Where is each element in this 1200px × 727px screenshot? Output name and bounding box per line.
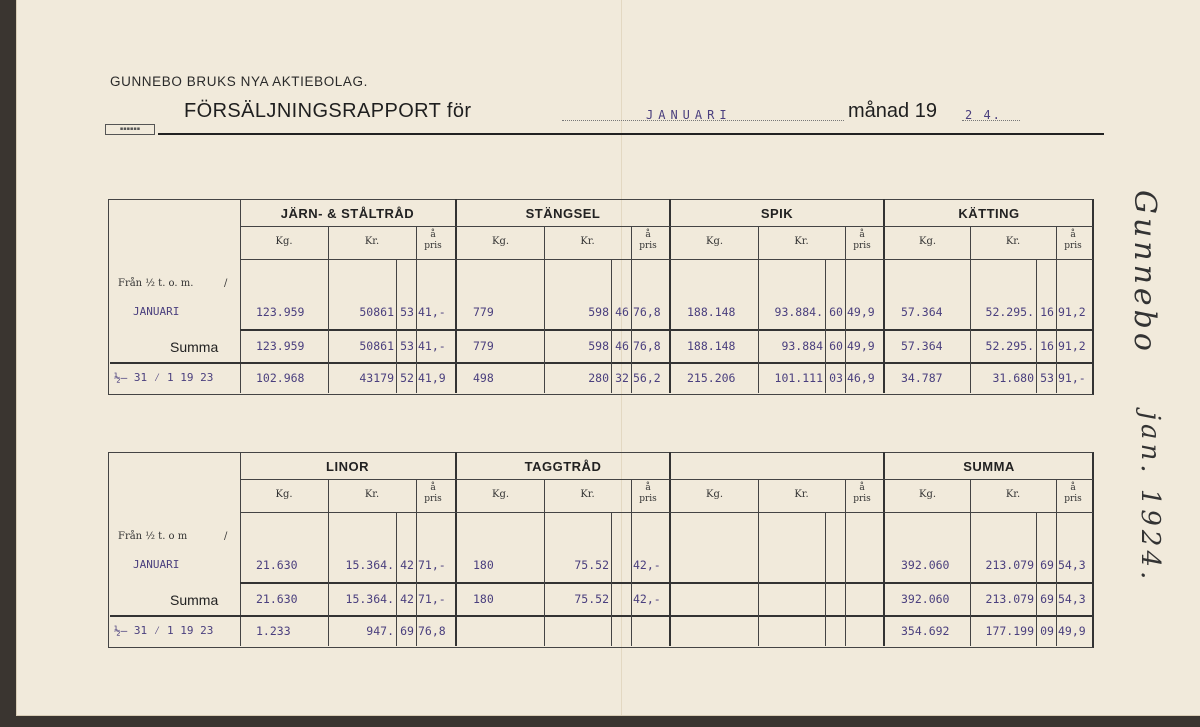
cell-pris: 41,9: [418, 371, 446, 385]
pris-header: pris: [1064, 241, 1082, 251]
cell-kr: 598: [588, 339, 609, 353]
kg-header: Kg.: [918, 489, 937, 500]
handwritten-underline: [1121, 376, 1123, 377]
cell-ore: 53: [400, 305, 414, 319]
from-label: Från ½ t. o m: [118, 531, 188, 542]
cell-kr: 52.295.: [985, 305, 1034, 319]
company-name: GUNNEBO BRUKS NYA AKTIEBOLAG.: [110, 74, 368, 89]
summa-bottom-rule: [110, 362, 1093, 364]
cell-kg: 21.630: [256, 558, 298, 572]
kr-column-divider: [544, 479, 545, 646]
summa-top-rule: [240, 582, 1093, 584]
summa-top-rule: [240, 329, 1093, 331]
kr-column-divider: [970, 226, 971, 393]
kr-column-divider: [758, 226, 759, 393]
ore-column-divider: [396, 512, 397, 646]
pris-header: pris: [853, 494, 871, 504]
cell-kr: 43179: [359, 371, 394, 385]
group-title: KÄTTING: [958, 206, 1020, 221]
cell-pris: 41,-: [418, 305, 446, 319]
ore-column-divider: [396, 259, 397, 393]
pris-header: pris: [639, 494, 657, 504]
group-header-rule: [240, 226, 1093, 227]
a-header: å: [1070, 230, 1076, 240]
summa-bottom-rule: [110, 615, 1093, 617]
cell-kr: 93.884.: [774, 305, 823, 319]
cell-ore: 42: [400, 558, 414, 572]
ore-column-divider: [825, 512, 826, 646]
pris-column-divider: [416, 226, 417, 393]
cell-pris: 49,9: [1058, 624, 1086, 638]
cell-kg: 102.968: [256, 371, 305, 385]
kr-header: Kr.: [1005, 236, 1021, 247]
kr-column-divider: [970, 479, 971, 646]
a-header: å: [859, 230, 865, 240]
cell-kr: 75.52: [574, 558, 609, 572]
row-label-januari: JANUARI: [133, 558, 180, 571]
kg-header: Kg.: [275, 236, 293, 247]
cell-pris: 49,9: [847, 339, 875, 353]
ore-column-divider: [611, 259, 612, 393]
kg-header: Kg.: [705, 236, 724, 247]
cell-ore: 46: [615, 339, 629, 353]
row-label-januari: JANUARI: [133, 305, 180, 318]
kg-header: Kg.: [705, 489, 724, 500]
cell-kg: 180: [473, 592, 494, 606]
a-header: å: [645, 230, 651, 240]
kr-column-divider: [758, 479, 759, 646]
cell-ore: 03: [829, 371, 843, 385]
cell-pris: 76,8: [633, 339, 661, 353]
kr-header: Kr.: [580, 489, 595, 500]
group-title: STÄNGSEL: [525, 206, 601, 221]
cell-pris: 91,2: [1058, 339, 1086, 353]
subheader-rule: [240, 259, 1093, 260]
cell-kr: 177.199: [985, 624, 1034, 638]
cell-pris: 91,-: [1058, 371, 1086, 385]
kr-header: Kr.: [1005, 489, 1021, 500]
pris-header: pris: [639, 241, 657, 251]
pris-header: pris: [853, 241, 871, 251]
cell-ore: 53: [1040, 371, 1054, 385]
pris-header: pris: [424, 241, 442, 251]
a-header: å: [430, 230, 436, 240]
kr-column-divider: [328, 226, 329, 393]
cell-pris: 76,8: [633, 305, 661, 319]
report-title: FÖRSÄLJNINGSRAPPORT för: [184, 100, 472, 122]
kr-header: Kr.: [794, 236, 809, 247]
pris-column-divider: [1056, 226, 1057, 393]
cell-ore: 60: [829, 305, 843, 319]
cell-ore: 69: [1040, 592, 1054, 606]
from-slash: /: [224, 278, 228, 289]
cell-kg: 392.060: [901, 558, 950, 572]
cell-ore: 60: [829, 339, 843, 353]
cell-pris: 91,2: [1058, 305, 1086, 319]
cell-pris: 71,-: [418, 558, 446, 572]
cell-ore: 16: [1040, 339, 1054, 353]
cell-kg: 779: [473, 339, 494, 353]
cell-kg: 392.060: [901, 592, 950, 606]
cell-ore: 46: [615, 305, 629, 319]
kr-header: Kr.: [364, 489, 380, 500]
cell-pris: 46,9: [847, 371, 875, 385]
cell-ore: 53: [400, 339, 414, 353]
printer-logo: ▪▪▪▪▪▪: [105, 124, 155, 135]
report-month: JANUARI: [646, 108, 732, 122]
pris-column-divider: [631, 479, 632, 646]
cell-kg: 498: [473, 371, 494, 385]
cell-kr: 280: [588, 371, 609, 385]
summa-label: Summa: [170, 339, 219, 355]
cell-kg: 180: [473, 558, 494, 572]
cell-kg: 57.364: [901, 339, 943, 353]
cell-kg: 779: [473, 305, 494, 319]
pris-column-divider: [416, 479, 417, 646]
cell-pris: 49,9: [847, 305, 875, 319]
cell-kg: 123.959: [256, 305, 305, 319]
cell-kg: 188.148: [687, 305, 736, 319]
pris-column-divider: [631, 226, 632, 393]
cell-pris: 56,2: [633, 371, 661, 385]
header-rule: [158, 133, 1104, 135]
cell-pris: 76,8: [418, 624, 446, 638]
from-slash: /: [224, 531, 228, 542]
cell-kr: 50861: [359, 339, 394, 353]
cell-pris: 54,3: [1058, 558, 1086, 572]
manad-label: månad 19: [848, 100, 937, 122]
group-title: LINOR: [326, 459, 369, 474]
cell-ore: 32: [615, 371, 629, 385]
cell-kg: 354.692: [901, 624, 950, 638]
group-title: SPIK: [760, 206, 794, 221]
cell-kg: 215.206: [687, 371, 736, 385]
cell-kg: 34.787: [901, 371, 943, 385]
kr-column-divider: [328, 479, 329, 646]
group-title: TAGGTRÅD: [524, 459, 602, 474]
kg-header: Kg.: [275, 489, 293, 500]
handwritten-place: Gunnebo: [1127, 190, 1162, 355]
cell-ore: 69: [1040, 558, 1054, 572]
cell-pris: 42,-: [633, 558, 661, 572]
cell-kr: 947.: [366, 624, 394, 638]
pris-column-divider: [845, 479, 846, 646]
table-border: [108, 199, 1094, 395]
kr-column-divider: [544, 226, 545, 393]
cell-kr: 598: [588, 305, 609, 319]
group-title: JÄRN- & STÅLTRÅD: [280, 206, 415, 221]
cell-kr: 213.079: [985, 592, 1034, 606]
kg-header: Kg.: [918, 236, 937, 247]
pris-header: pris: [1064, 494, 1082, 504]
kr-header: Kr.: [794, 489, 809, 500]
cell-kg: 57.364: [901, 305, 943, 319]
a-header: å: [430, 483, 436, 493]
cell-pris: 54,3: [1058, 592, 1086, 606]
ore-column-divider: [1036, 512, 1037, 646]
cell-kg: 1.233: [256, 624, 291, 638]
a-header: å: [1070, 483, 1076, 493]
prev-year-label: ½— 31 ⁄ 1 19 23: [114, 624, 214, 637]
cell-kr: 31.680: [992, 371, 1034, 385]
pris-column-divider: [845, 226, 846, 393]
pris-header: pris: [424, 494, 442, 504]
cell-ore: 16: [1040, 305, 1054, 319]
cell-kr: 75.52: [574, 592, 609, 606]
ore-column-divider: [825, 259, 826, 393]
table-border: [108, 452, 1094, 648]
kr-header: Kr.: [364, 236, 380, 247]
cell-kr: 15.364.: [345, 558, 394, 572]
cell-kr: 213.079: [985, 558, 1034, 572]
kg-header: Kg.: [491, 236, 510, 247]
kr-header: Kr.: [580, 236, 595, 247]
handwritten-date: jan. 1924.: [1135, 412, 1165, 584]
report-year: 2 4.: [965, 108, 1002, 122]
cell-kr: 101.111: [774, 371, 823, 385]
cell-kr: 50861: [359, 305, 394, 319]
cell-kr: 52.295.: [985, 339, 1034, 353]
cell-ore: 42: [400, 592, 414, 606]
cell-pris: 41,-: [418, 339, 446, 353]
kg-header: Kg.: [491, 489, 510, 500]
cell-pris: 71,-: [418, 592, 446, 606]
cell-kr: 93.884: [781, 339, 823, 353]
summa-label: Summa: [170, 592, 219, 608]
pris-column-divider: [1056, 479, 1057, 646]
cell-ore: 69: [400, 624, 414, 638]
prev-year-label: ½— 31 ⁄ 1 19 23: [114, 371, 214, 384]
ore-column-divider: [1036, 259, 1037, 393]
ore-column-divider: [611, 512, 612, 646]
from-label: Från ½ t. o. m.: [118, 278, 194, 289]
group-header-rule: [240, 479, 1093, 480]
cell-kg: 188.148: [687, 339, 736, 353]
cell-ore: 09: [1040, 624, 1054, 638]
cell-kg: 21.630: [256, 592, 298, 606]
cell-ore: 52: [400, 371, 414, 385]
cell-pris: 42,-: [633, 592, 661, 606]
a-header: å: [859, 483, 865, 493]
subheader-rule: [240, 512, 1093, 513]
group-title: SUMMA: [963, 459, 1015, 474]
cell-kg: 123.959: [256, 339, 305, 353]
cell-kr: 15.364.: [345, 592, 394, 606]
a-header: å: [645, 483, 651, 493]
